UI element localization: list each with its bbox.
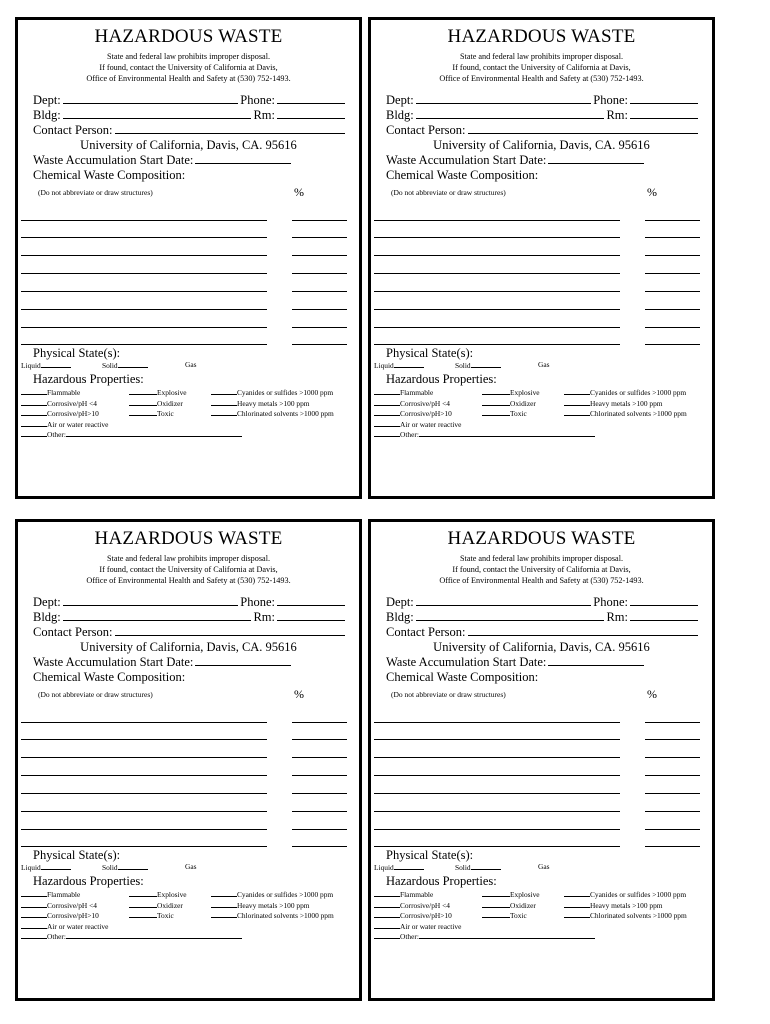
contact-row (386, 123, 700, 138)
hazardous-waste-label (368, 519, 715, 1001)
chemical-name-line[interactable] (374, 291, 620, 292)
notice-line: Office of Environmental Health and Safety at (530) 752-1493. (86, 74, 291, 83)
disposal-notice (371, 553, 712, 586)
chemical-name-line[interactable] (374, 739, 620, 740)
bldg-label: Bldg: (386, 610, 414, 624)
state-liquid-label: Liquid (374, 863, 394, 872)
hazard-option[interactable] (211, 398, 310, 409)
university-address: University of California, Davis, CA. 95616 (80, 640, 297, 654)
hazard-option[interactable] (374, 429, 595, 440)
hazard-option-label: Explosive (510, 388, 540, 397)
chemical-name-line[interactable] (21, 775, 267, 776)
dept-label: Dept: (386, 595, 414, 609)
hazard-option[interactable] (374, 921, 461, 932)
percent-line[interactable] (292, 237, 347, 238)
phone-label: Phone: (593, 595, 628, 609)
percent-line[interactable] (645, 327, 700, 328)
notice-line: If found, contact the University of California at Davis, (452, 63, 631, 72)
percent-line[interactable] (645, 829, 700, 830)
notice-line: State and federal law prohibits improper disposal. (459, 554, 624, 563)
hazard-option-label: Cyanides or sulfides >1000 ppm (237, 890, 334, 899)
percent-line[interactable] (292, 739, 347, 740)
phone-field[interactable] (630, 595, 698, 606)
state-gas-label: Gas (185, 360, 197, 369)
notice-line: Office of Environmental Health and Safety at (530) 752-1493. (86, 576, 291, 585)
chemical-name-line[interactable] (374, 811, 620, 812)
bldg-field[interactable] (416, 610, 605, 621)
bldg-field[interactable] (416, 108, 605, 119)
hazard-option-label: Cyanides or sulfides >1000 ppm (237, 388, 334, 397)
disposal-notice (18, 51, 359, 84)
hazard-option-label: Corrosive/pH>10 (47, 911, 99, 921)
hazard-option-label: Toxic (510, 911, 527, 921)
contact-row (386, 625, 700, 640)
hazard-option[interactable] (211, 408, 334, 419)
label-title: HAZARDOUS WASTE (447, 26, 636, 47)
chemical-name-line[interactable] (21, 344, 267, 345)
start-date-label: Waste Accumulation Start Date: (386, 655, 547, 669)
notice-line: State and federal law prohibits improper disposal. (106, 52, 271, 61)
hazard-option[interactable] (374, 889, 433, 900)
chemical-name-line[interactable] (21, 220, 267, 221)
state-solid-label: Solid (455, 361, 471, 370)
notice-line: If found, contact the University of California at Davis, (452, 565, 631, 574)
hazard-option[interactable] (129, 900, 183, 911)
chemical-name-line[interactable] (21, 291, 267, 292)
bldg-rm-row (386, 108, 700, 123)
hazard-option[interactable] (211, 910, 334, 921)
label-title: HAZARDOUS WASTE (447, 528, 636, 549)
physical-state-heading: Physical State(s): (386, 848, 474, 862)
state-liquid[interactable] (374, 862, 424, 873)
percent-line[interactable] (645, 344, 700, 345)
percent-line[interactable] (645, 757, 700, 758)
hazard-option[interactable] (374, 408, 452, 419)
chemical-name-line[interactable] (21, 739, 267, 740)
bldg-label: Bldg: (33, 610, 61, 624)
hazard-option[interactable] (482, 889, 540, 900)
bldg-rm-row (33, 108, 347, 123)
hazard-option-label: Chlorinated solvents >1000 ppm (590, 409, 687, 419)
contact-field[interactable] (115, 625, 345, 636)
start-date-row (386, 153, 646, 168)
bldg-field[interactable] (63, 610, 252, 621)
state-solid[interactable] (455, 862, 501, 873)
percent-header: % (294, 185, 304, 199)
hazard-option-label: Corrosive/pH>10 (400, 911, 452, 921)
chemical-name-line[interactable] (21, 757, 267, 758)
hazard-option[interactable] (564, 889, 686, 900)
percent-line[interactable] (292, 327, 347, 328)
contact-label: Contact Person: (33, 625, 113, 639)
disposal-notice (371, 51, 712, 84)
percent-line[interactable] (645, 775, 700, 776)
rm-field[interactable] (277, 610, 345, 621)
state-liquid-label: Liquid (21, 863, 41, 872)
dept-phone-row (33, 595, 347, 610)
disposal-notice (18, 553, 359, 586)
chemical-name-line[interactable] (21, 811, 267, 812)
hazard-option-label: Toxic (157, 911, 174, 921)
chemical-name-line[interactable] (21, 327, 267, 328)
composition-heading: Chemical Waste Composition: (386, 168, 539, 182)
dept-phone-row (386, 595, 700, 610)
hazard-option-label: Oxidizer (510, 900, 536, 910)
hazard-option-label: Chlorinated solvents >1000 ppm (237, 409, 334, 419)
hazard-option[interactable] (482, 910, 527, 921)
percent-line[interactable] (645, 291, 700, 292)
state-solid-label: Solid (102, 863, 118, 872)
hazard-option[interactable] (21, 419, 108, 430)
hazard-option[interactable] (374, 398, 450, 409)
composition-heading: Chemical Waste Composition: (33, 670, 186, 684)
hazard-option[interactable] (21, 900, 97, 911)
hazard-option-label: Cyanides or sulfides >1000 ppm (590, 388, 687, 397)
dept-phone-row (386, 93, 700, 108)
start-date-label: Waste Accumulation Start Date: (33, 655, 194, 669)
hazard-option-label: Cyanides or sulfides >1000 ppm (590, 890, 687, 899)
dept-label: Dept: (33, 595, 61, 609)
percent-line[interactable] (292, 757, 347, 758)
hazard-option[interactable] (129, 889, 187, 900)
hazard-option-label: Other: (400, 430, 419, 440)
dept-field[interactable] (416, 93, 591, 104)
hazard-option[interactable] (482, 408, 527, 419)
hazard-option-label: Flammable (47, 388, 81, 397)
hazard-option-label: Corrosive/pH>10 (47, 409, 99, 419)
hazard-option[interactable] (129, 408, 174, 419)
percent-line[interactable] (292, 811, 347, 812)
hazard-option-label: Chlorinated solvents >1000 ppm (590, 911, 687, 921)
physical-state-heading: Physical State(s): (386, 346, 474, 360)
dept-field[interactable] (63, 93, 238, 104)
percent-line[interactable] (292, 846, 347, 847)
chemical-name-line[interactable] (374, 793, 620, 794)
percent-line[interactable] (645, 739, 700, 740)
hazard-option-label: Explosive (157, 890, 187, 899)
start-date-field[interactable] (548, 655, 644, 666)
hazard-option[interactable] (564, 910, 687, 921)
hazard-option[interactable] (482, 900, 536, 911)
chemical-name-line[interactable] (374, 846, 620, 847)
percent-line[interactable] (292, 775, 347, 776)
chemical-name-line[interactable] (374, 757, 620, 758)
no-abbreviate-note: (Do not abbreviate or draw structures) (391, 188, 506, 197)
chemical-name-line[interactable] (21, 237, 267, 238)
physical-state-heading: Physical State(s): (33, 346, 121, 360)
hazard-option-label: Air or water reactive (400, 419, 462, 429)
hazard-option[interactable] (211, 387, 333, 398)
state-gas[interactable] (538, 862, 550, 872)
university-address: University of California, Davis, CA. 95616 (433, 138, 650, 152)
contact-field[interactable] (468, 123, 698, 134)
state-gas-label: Gas (185, 862, 197, 871)
chemical-name-line[interactable] (21, 829, 267, 830)
chemical-name-line[interactable] (374, 309, 620, 310)
notice-line: Office of Environmental Health and Safety at (530) 752-1493. (439, 74, 644, 83)
percent-line[interactable] (645, 220, 700, 221)
state-solid-label: Solid (102, 361, 118, 370)
state-gas[interactable] (185, 862, 197, 872)
contact-field[interactable] (115, 123, 345, 134)
percent-line[interactable] (645, 309, 700, 310)
hazard-option[interactable] (211, 889, 333, 900)
hazard-option[interactable] (211, 900, 310, 911)
hazard-option-label: Toxic (157, 409, 174, 419)
chemical-name-line[interactable] (374, 327, 620, 328)
hazard-option[interactable] (564, 900, 663, 911)
hazardous-waste-label (368, 17, 715, 499)
chemical-name-line[interactable] (21, 793, 267, 794)
state-solid-label: Solid (455, 863, 471, 872)
rm-label: Rm: (253, 108, 275, 122)
start-date-row (33, 153, 293, 168)
hazard-option[interactable] (21, 889, 80, 900)
state-solid[interactable] (102, 360, 148, 371)
physical-state-heading: Physical State(s): (33, 848, 121, 862)
phone-field[interactable] (630, 93, 698, 104)
start-date-field[interactable] (548, 153, 644, 164)
hazard-option-label: Explosive (510, 890, 540, 899)
chemical-name-line[interactable] (374, 220, 620, 221)
label-title: HAZARDOUS WASTE (94, 26, 283, 47)
state-liquid-label: Liquid (374, 361, 394, 370)
percent-line[interactable] (645, 811, 700, 812)
no-abbreviate-note: (Do not abbreviate or draw structures) (38, 188, 153, 197)
hazard-option[interactable] (21, 910, 99, 921)
bldg-rm-row (33, 610, 347, 625)
composition-heading: Chemical Waste Composition: (33, 168, 186, 182)
percent-line[interactable] (645, 722, 700, 723)
state-gas[interactable] (538, 360, 550, 370)
rm-label: Rm: (606, 610, 628, 624)
hazard-option-label: Other: (47, 430, 66, 440)
phone-label: Phone: (593, 93, 628, 107)
chemical-name-line[interactable] (374, 344, 620, 345)
hazard-option-label: Air or water reactive (400, 921, 462, 931)
chemical-name-line[interactable] (21, 273, 267, 274)
hazard-option-label: Chlorinated solvents >1000 ppm (237, 911, 334, 921)
percent-header: % (647, 687, 657, 701)
start-date-field[interactable] (195, 655, 291, 666)
hazard-option-label: Corrosive/pH <4 (400, 398, 450, 408)
hazardous-properties-heading: Hazardous Properties: (386, 372, 497, 386)
state-gas-label: Gas (538, 862, 550, 871)
percent-line[interactable] (292, 309, 347, 310)
dept-label: Dept: (386, 93, 414, 107)
bldg-label: Bldg: (33, 108, 61, 122)
chemical-name-line[interactable] (374, 722, 620, 723)
hazard-option-label: Flammable (400, 388, 434, 397)
hazard-option[interactable] (21, 398, 97, 409)
percent-line[interactable] (292, 829, 347, 830)
dept-label: Dept: (33, 93, 61, 107)
hazard-option[interactable] (129, 910, 174, 921)
phone-field[interactable] (277, 93, 345, 104)
rm-field[interactable] (277, 108, 345, 119)
hazard-option[interactable] (374, 900, 450, 911)
dept-phone-row (33, 93, 347, 108)
hazard-option-label: Corrosive/pH <4 (47, 398, 97, 408)
hazard-option[interactable] (21, 408, 99, 419)
chemical-name-line[interactable] (21, 309, 267, 310)
phone-label: Phone: (240, 595, 275, 609)
hazard-option[interactable] (21, 429, 242, 440)
chemical-name-line[interactable] (21, 846, 267, 847)
state-solid[interactable] (455, 360, 501, 371)
bldg-rm-row (386, 610, 700, 625)
chemical-name-line[interactable] (374, 829, 620, 830)
notice-line: If found, contact the University of California at Davis, (99, 63, 278, 72)
rm-label: Rm: (606, 108, 628, 122)
percent-line[interactable] (645, 793, 700, 794)
percent-line[interactable] (645, 255, 700, 256)
chemical-name-line[interactable] (374, 237, 620, 238)
state-solid[interactable] (102, 862, 148, 873)
hazardous-waste-label (15, 17, 362, 499)
hazard-option[interactable] (374, 910, 452, 921)
notice-line: Office of Environmental Health and Safety at (530) 752-1493. (439, 576, 644, 585)
percent-line[interactable] (292, 291, 347, 292)
percent-line[interactable] (292, 722, 347, 723)
hazard-option-label: Oxidizer (157, 398, 183, 408)
label-title: HAZARDOUS WASTE (94, 528, 283, 549)
notice-line: State and federal law prohibits improper disposal. (106, 554, 271, 563)
percent-line[interactable] (292, 220, 347, 221)
rm-label: Rm: (253, 610, 275, 624)
hazard-option[interactable] (21, 387, 80, 398)
hazard-option-label: Flammable (400, 890, 434, 899)
chemical-name-line[interactable] (374, 273, 620, 274)
start-date-row (33, 655, 293, 670)
contact-label: Contact Person: (33, 123, 113, 137)
start-date-label: Waste Accumulation Start Date: (386, 153, 547, 167)
rm-field[interactable] (630, 108, 698, 119)
hazard-option[interactable] (129, 398, 183, 409)
chemical-name-line[interactable] (374, 775, 620, 776)
contact-field[interactable] (468, 625, 698, 636)
percent-line[interactable] (645, 846, 700, 847)
hazard-option[interactable] (21, 931, 242, 942)
bldg-label: Bldg: (386, 108, 414, 122)
hazard-option-label: Heavy metals >100 ppm (237, 398, 310, 408)
contact-label: Contact Person: (386, 625, 466, 639)
chemical-name-line[interactable] (374, 255, 620, 256)
contact-label: Contact Person: (386, 123, 466, 137)
hazard-option[interactable] (374, 387, 433, 398)
phone-field[interactable] (277, 595, 345, 606)
hazard-option[interactable] (374, 931, 595, 942)
hazard-option[interactable] (564, 387, 686, 398)
rm-field[interactable] (630, 610, 698, 621)
hazard-option-label: Corrosive/pH <4 (400, 900, 450, 910)
phone-label: Phone: (240, 93, 275, 107)
hazardous-properties-heading: Hazardous Properties: (33, 372, 144, 386)
percent-line[interactable] (292, 344, 347, 345)
notice-line: If found, contact the University of California at Davis, (99, 565, 278, 574)
start-date-label: Waste Accumulation Start Date: (33, 153, 194, 167)
hazard-option[interactable] (564, 408, 687, 419)
start-date-field[interactable] (195, 153, 291, 164)
hazard-option-label: Explosive (157, 388, 187, 397)
contact-row (33, 123, 347, 138)
university-address: University of California, Davis, CA. 95616 (433, 640, 650, 654)
hazard-option-label: Heavy metals >100 ppm (237, 900, 310, 910)
hazardous-waste-label (15, 519, 362, 1001)
hazard-option-label: Air or water reactive (47, 419, 109, 429)
hazard-option-label: Oxidizer (510, 398, 536, 408)
no-abbreviate-note: (Do not abbreviate or draw structures) (391, 690, 506, 699)
chemical-name-line[interactable] (21, 255, 267, 256)
state-liquid-label: Liquid (21, 361, 41, 370)
percent-line[interactable] (292, 273, 347, 274)
contact-row (33, 625, 347, 640)
start-date-row (386, 655, 646, 670)
chemical-name-line[interactable] (21, 722, 267, 723)
state-liquid[interactable] (21, 862, 71, 873)
hazard-option-label: Toxic (510, 409, 527, 419)
hazard-option[interactable] (482, 387, 540, 398)
no-abbreviate-note: (Do not abbreviate or draw structures) (38, 690, 153, 699)
state-liquid[interactable] (21, 360, 71, 371)
hazard-option-label: Corrosive/pH>10 (400, 409, 452, 419)
bldg-field[interactable] (63, 108, 252, 119)
university-address: University of California, Davis, CA. 95616 (80, 138, 297, 152)
percent-header: % (647, 185, 657, 199)
hazard-option-label: Air or water reactive (47, 921, 109, 931)
hazard-option[interactable] (21, 921, 108, 932)
dept-field[interactable] (63, 595, 238, 606)
dept-field[interactable] (416, 595, 591, 606)
hazard-option[interactable] (374, 419, 461, 430)
percent-line[interactable] (292, 255, 347, 256)
hazard-option-label: Other: (47, 932, 66, 942)
hazard-option[interactable] (129, 387, 187, 398)
state-liquid[interactable] (374, 360, 424, 371)
composition-heading: Chemical Waste Composition: (386, 670, 539, 684)
hazard-option-label: Oxidizer (157, 900, 183, 910)
hazard-option-label: Flammable (47, 890, 81, 899)
state-gas-label: Gas (538, 360, 550, 369)
hazard-option-label: Corrosive/pH <4 (47, 900, 97, 910)
percent-line[interactable] (645, 237, 700, 238)
hazard-option[interactable] (482, 398, 536, 409)
state-gas[interactable] (185, 360, 197, 370)
hazard-option-label: Other: (400, 932, 419, 942)
percent-header: % (294, 687, 304, 701)
hazard-option[interactable] (564, 398, 663, 409)
percent-line[interactable] (292, 793, 347, 794)
hazard-option-label: Heavy metals >100 ppm (590, 398, 663, 408)
hazard-option-label: Heavy metals >100 ppm (590, 900, 663, 910)
hazardous-properties-heading: Hazardous Properties: (33, 874, 144, 888)
notice-line: State and federal law prohibits improper disposal. (459, 52, 624, 61)
hazardous-properties-heading: Hazardous Properties: (386, 874, 497, 888)
percent-line[interactable] (645, 273, 700, 274)
